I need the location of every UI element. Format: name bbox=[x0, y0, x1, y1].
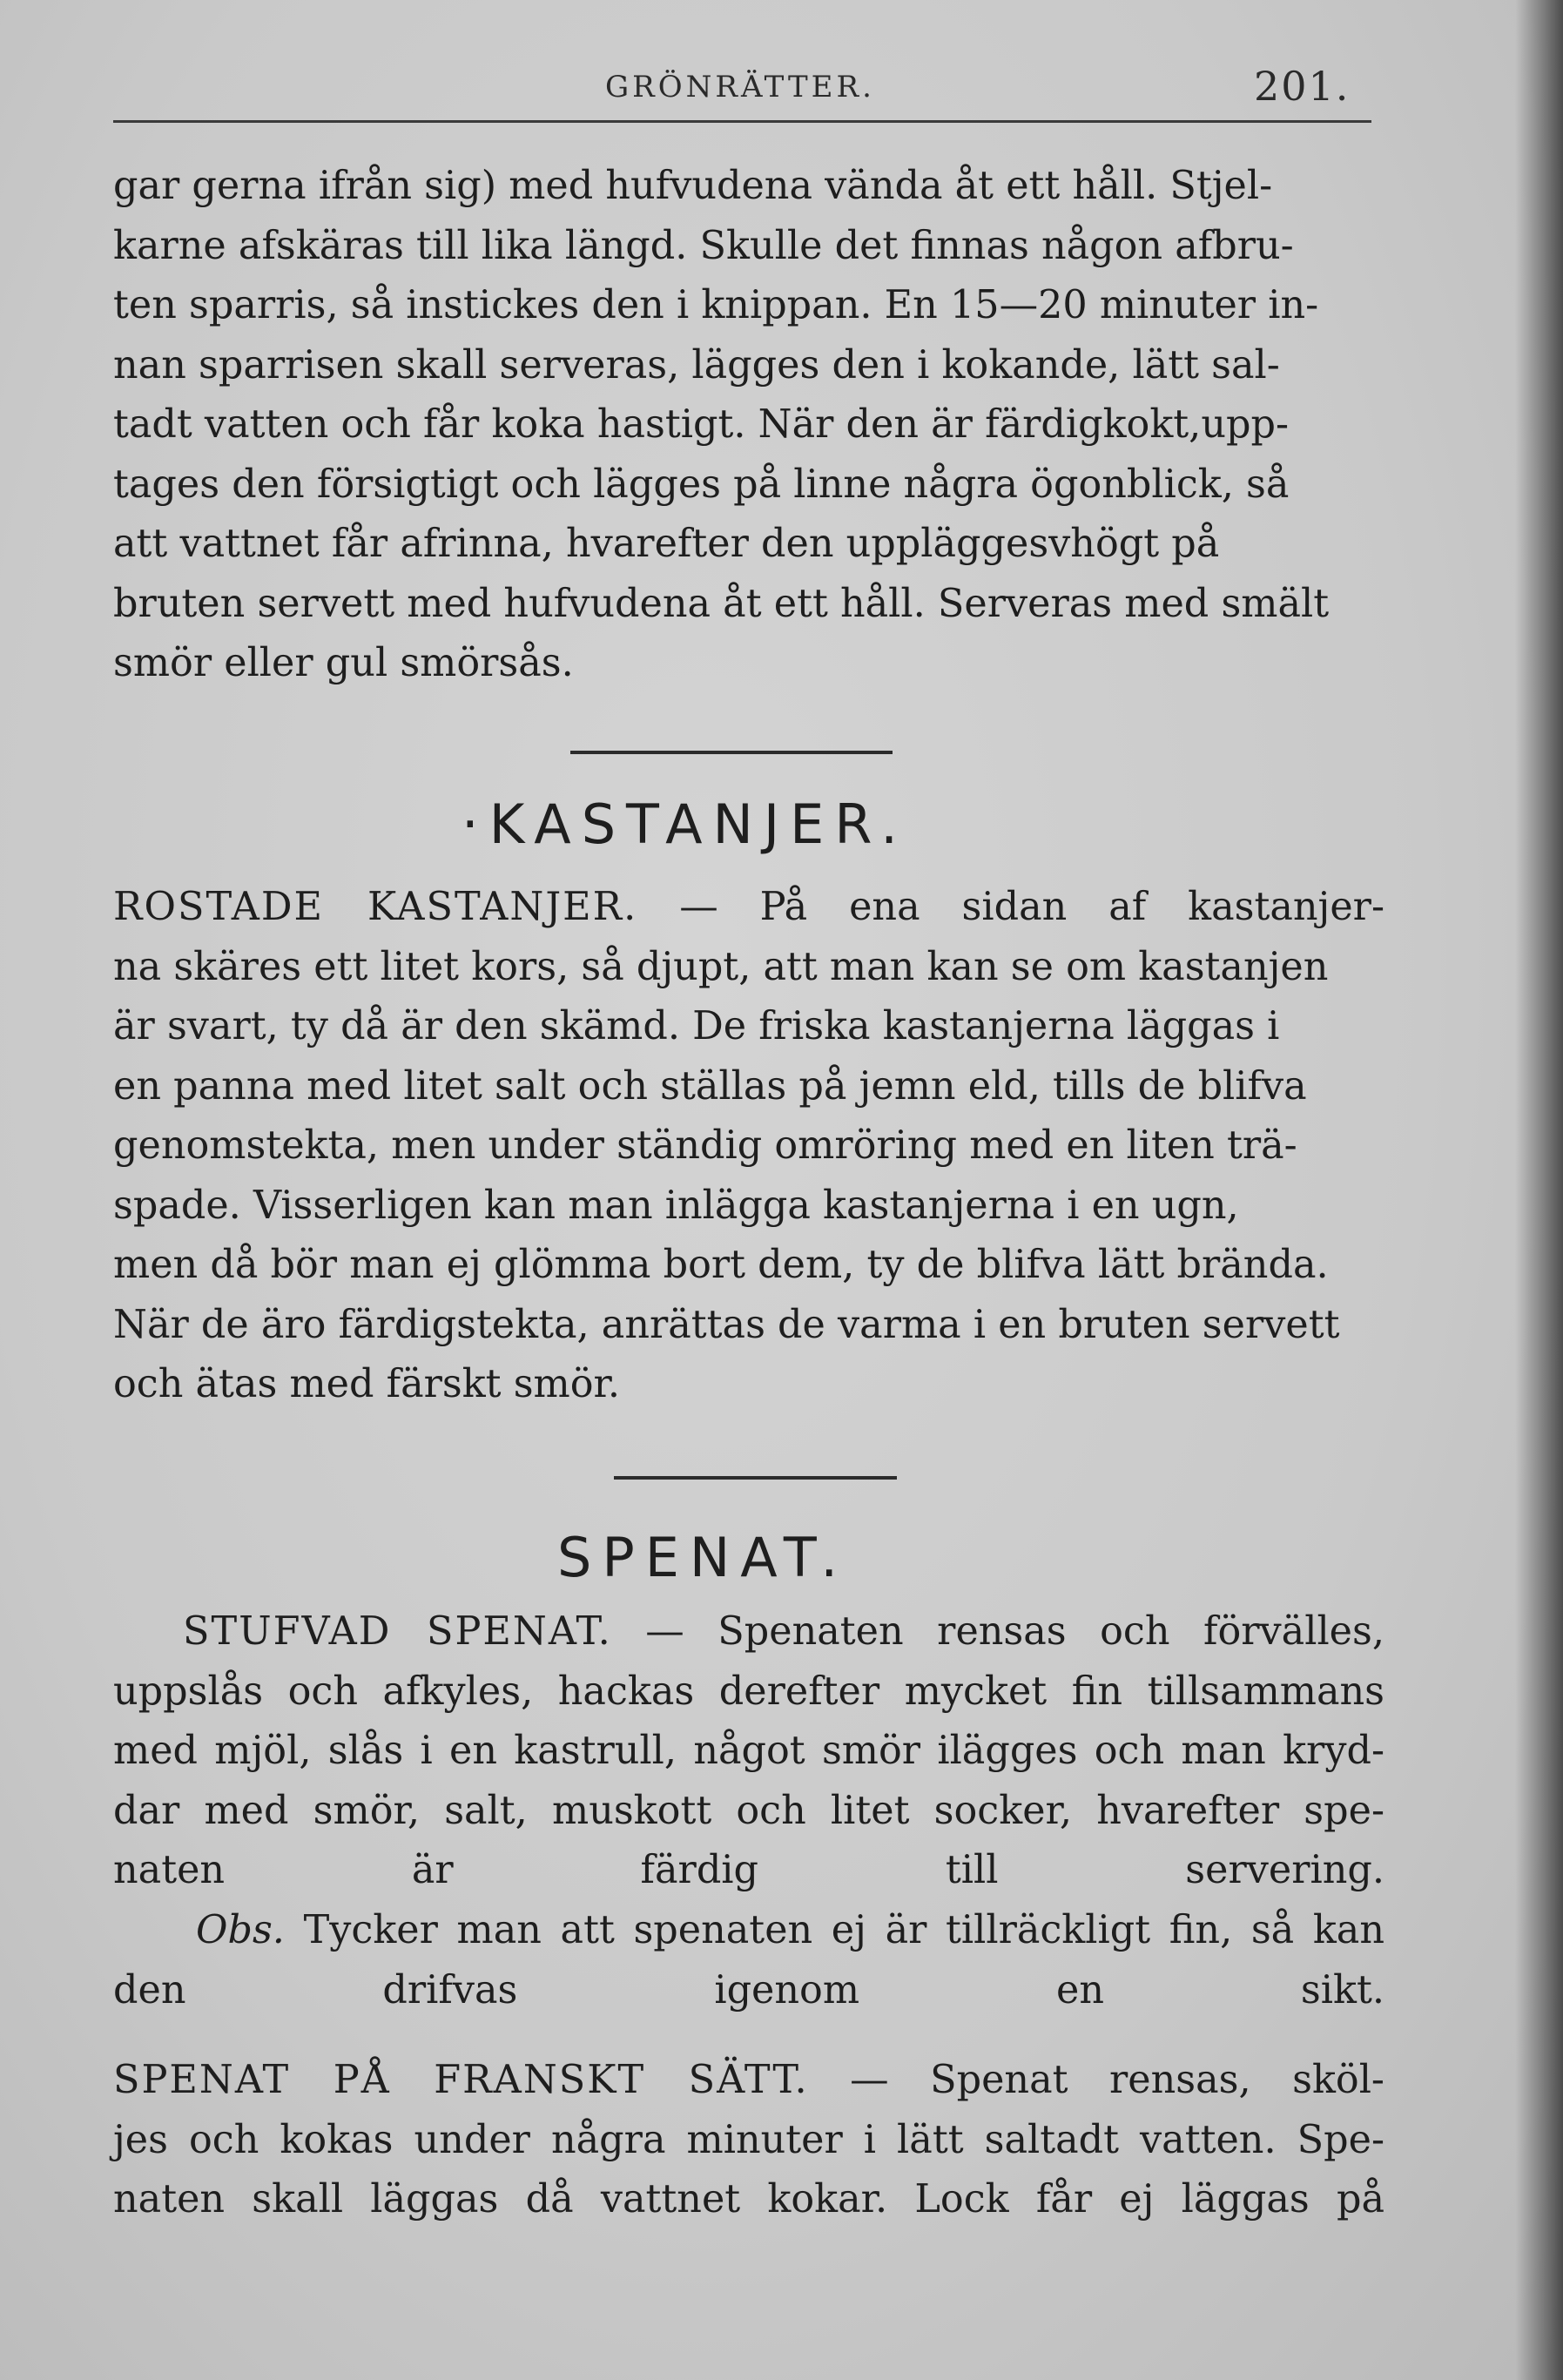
text-line: När de äro färdigstekta, anrättas de varma i en bruten servett bbox=[113, 1302, 1340, 1347]
text-line: att vattnet får afrinna, hvarefter den uppläggesvhögt på bbox=[113, 522, 1220, 566]
recipe-title-spenat-franskt: SPENAT PÅ FRANSKT SÄTT. bbox=[113, 2058, 809, 2102]
text-line bbox=[113, 878, 1384, 938]
text-line: nan sparrisen skall serveras, lägges den i kokande, lätt sal- bbox=[113, 342, 1280, 388]
text-line: en panna med litet salt och ställas på jemn eld, tills de blifva bbox=[113, 1063, 1307, 1109]
page-number: 201. bbox=[1254, 63, 1351, 110]
text-line: naten skall läggas då vattnet kokar. Lock får ej läggas på bbox=[113, 2177, 1384, 2222]
text-line: spade. Visserligen kan man inlägga kastanjerna i en ugn, bbox=[113, 1183, 1239, 1228]
paragraph-spenat-franskt bbox=[113, 2051, 1384, 2230]
section-divider bbox=[614, 1476, 897, 1480]
text-line: gar gerna ifrån sig) med hufvudena vända åt ett håll. Stjel- bbox=[113, 164, 1273, 208]
text-line bbox=[113, 2051, 1384, 2111]
header-rule bbox=[113, 120, 1371, 123]
recipe-title-stufvad-spenat: STUFVAD SPENAT. bbox=[183, 1609, 612, 1654]
text-line bbox=[113, 1602, 1384, 1662]
text-line bbox=[113, 1901, 1384, 1961]
text-line-cont: — På ena sidan af kastanjer- bbox=[637, 885, 1384, 929]
text-line: uppslås och afkyles, hackas derefter mycket fin tillsammans bbox=[113, 1669, 1384, 1714]
paragraph-stufvad-spenat bbox=[113, 1602, 1384, 1901]
text-line: är svart, ty då är den skämd. De friska kastanjerna läggas i bbox=[113, 1004, 1280, 1048]
section-heading-spenat: SPENAT. bbox=[557, 1526, 849, 1589]
text-line: naten är färdig till servering. bbox=[113, 1848, 1384, 1892]
obs-label: Obs. bbox=[196, 1908, 285, 1952]
running-header bbox=[113, 63, 1367, 124]
text-line: tadt vatten och får koka hastigt. När den är färdigkokt,upp- bbox=[113, 402, 1289, 447]
text-line: tages den försigtigt och lägges på linne några ögonblick, så bbox=[113, 462, 1290, 507]
text-line-cont: Tycker man att spenaten ej är tillräckligt fin, så kan bbox=[284, 1908, 1384, 1952]
text-line: bruten servett med hufvudena åt ett håll. Serveras med smält bbox=[113, 581, 1330, 626]
text-line: med mjöl, slås i en kastrull, något smör ilägges och man kryd- bbox=[113, 1729, 1384, 1773]
paragraph-sparris bbox=[113, 157, 1384, 694]
text-line-cont: — Spenat rensas, sköl- bbox=[808, 2058, 1384, 2102]
section-heading-kastanjer: ·KASTANJER. bbox=[461, 792, 908, 856]
section-divider bbox=[570, 751, 893, 754]
text-line: na skäres ett litet kors, så djupt, att man kan se om kastanjen bbox=[113, 944, 1329, 989]
running-title: GRÖNRÄTTER. bbox=[605, 70, 875, 105]
paragraph-kastanjer bbox=[113, 878, 1384, 1415]
text-line: jes och kokas under några minuter i lätt saltadt vatten. Spe- bbox=[113, 2117, 1384, 2162]
text-line: men då bör man ej glömma bort dem, ty de blifva lätt brända. bbox=[113, 1243, 1329, 1287]
recipe-title-rostade-kastanjer: ROSTADE KASTANJER. bbox=[113, 885, 638, 929]
paragraph-obs bbox=[113, 1901, 1384, 2020]
page-spine-shadow bbox=[1515, 0, 1563, 2380]
text-line: karne afskäras till lika längd. Skulle det finnas någon afbru- bbox=[113, 223, 1294, 268]
text-line: dar med smör, salt, muskott och litet socker, hvarefter spe- bbox=[113, 1788, 1384, 1833]
text-line: ten sparris, så instickes den i knippan. En 15—20 minuter in- bbox=[113, 283, 1319, 327]
text-line: den drifvas igenom en sikt. bbox=[113, 1967, 1384, 2013]
text-line: genomstekta, men under ständig omröring med en liten trä- bbox=[113, 1123, 1297, 1168]
text-line-cont: — Spenaten rensas och förvälles, bbox=[611, 1609, 1384, 1654]
text-line: smör eller gul smörsås. bbox=[113, 641, 574, 685]
text-line: och ätas med färskt smör. bbox=[113, 1362, 621, 1406]
